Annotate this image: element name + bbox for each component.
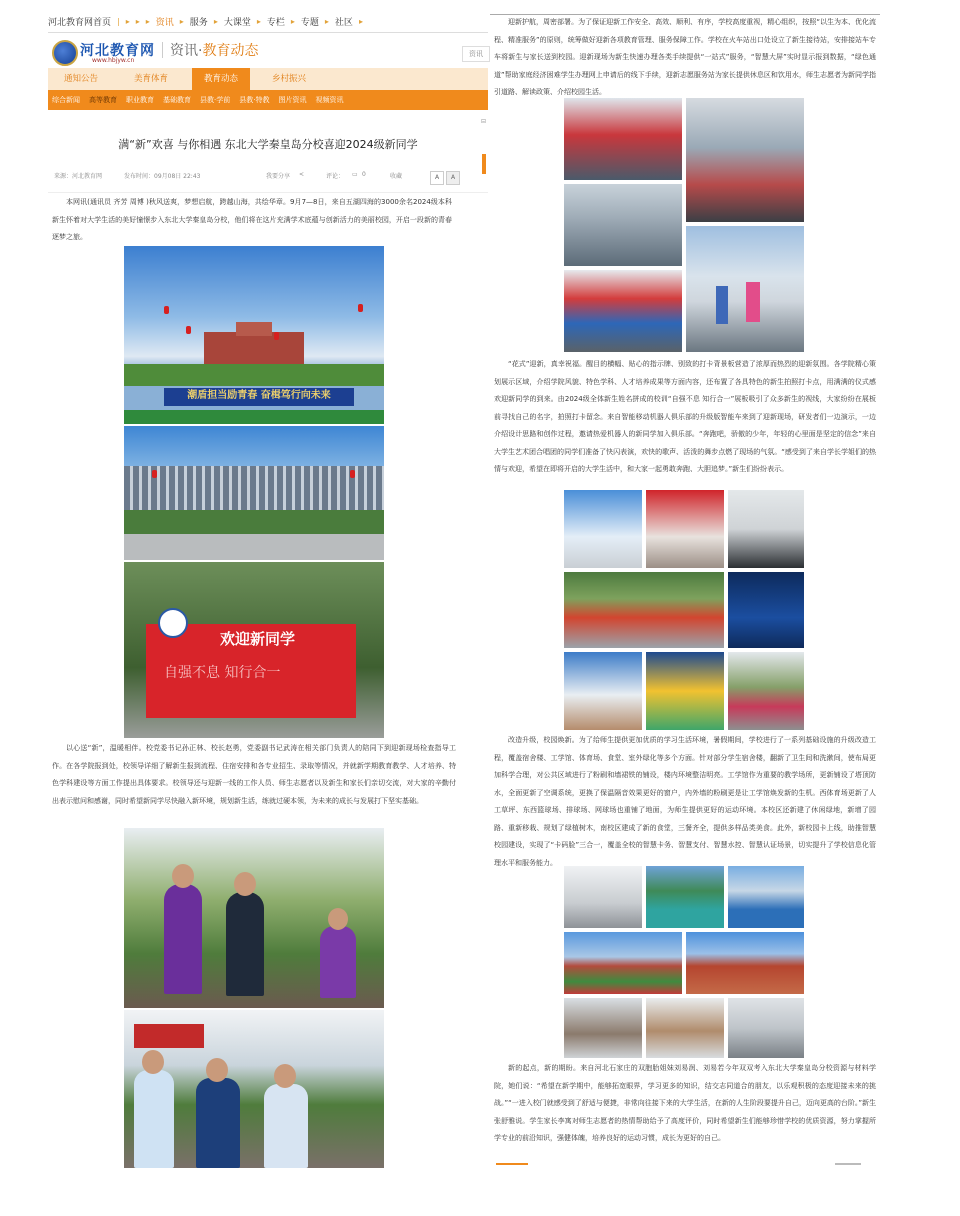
welcome-text: 欢迎新同学: [220, 630, 296, 648]
logo-name: 河北教育网: [80, 43, 155, 59]
nav-column[interactable]: 专栏: [266, 17, 285, 28]
welcome-sign-photo: [124, 562, 384, 738]
nav-news[interactable]: 资讯: [155, 17, 174, 28]
photo-tile: [564, 572, 724, 648]
photo-tile: [564, 652, 642, 730]
font-decrease-button[interactable]: A: [430, 171, 444, 185]
subnav-higher-ed[interactable]: 高等教育: [89, 96, 117, 104]
photo-tile: [564, 998, 642, 1058]
section-title: 资讯·教育动态: [170, 40, 258, 60]
share-button[interactable]: 我要分享: [266, 173, 291, 180]
photo-tile: [728, 490, 804, 568]
home-link[interactable]: 河北教育网首页: [48, 17, 112, 28]
nav-topic[interactable]: 专题: [300, 17, 319, 28]
sub-nav: [48, 90, 488, 110]
emblem-icon: [52, 40, 78, 66]
photo-tile: [564, 270, 682, 352]
photo-tile: [564, 932, 682, 994]
article-paragraph: 新的起点，新的期盼。来自河北石家庄的双胞胎姐妹刘易润、刘易若今年双双考入东北大学秦皇岛分校资源与材料学院，她们说：“希望在新学期中，能够拓宽眼界，学习更多的知识，结交志同道合的朋友，以乐观积极的态度迎接未来的挑战。”“一进入校门就感受到了舒适与便捷，非常向往接下来的大学生活，在新的人生阶段要提升自己，迈向更高的台阶。”新生张舒雅说。学生家长李寓对师生志愿者的热情帮助给予了高度评价，同时希望新生们能够珍惜学校的优质资源，努力掌握所学专业的前沿知识，强健体魄，培养良好的运动习惯，成长为更好的自己。: [494, 1064, 876, 1142]
activity-photo-grid: [564, 490, 804, 730]
photo-tile: [646, 490, 724, 568]
side-tab-marker: [482, 154, 486, 174]
chevron-right-icon: ▸: [145, 16, 150, 26]
photo-tile: [564, 490, 642, 568]
channel-tabs: [48, 68, 488, 90]
subnav-video[interactable]: 视频资讯: [315, 96, 344, 104]
tab-edu-news[interactable]: 教育动态: [192, 68, 250, 90]
site-logo[interactable]: [52, 36, 162, 66]
leaders-visit-photo: [124, 1010, 384, 1168]
photo-tile: [564, 184, 682, 266]
collapse-icon[interactable]: ⊟: [481, 118, 487, 125]
comment-label: 评论：: [326, 173, 345, 180]
nav-classroom[interactable]: 大课堂: [223, 17, 251, 28]
registration-photo-grid: [564, 98, 804, 352]
photo-tile: [728, 652, 804, 730]
banner: 潮盾担当励青春 奋楫笃行向未来: [164, 388, 354, 406]
photo-tile: [728, 998, 804, 1058]
subnav-vocational[interactable]: 职业教育: [126, 96, 154, 104]
publish-time: 发布时间：09月08日 22:43: [124, 173, 201, 180]
campus-building-photo: [124, 246, 384, 424]
search-button[interactable]: 资讯: [462, 46, 490, 62]
nav-community[interactable]: 社区: [334, 17, 353, 28]
chevron-right-icon: ▸: [213, 16, 218, 26]
school-emblem-icon: [158, 608, 188, 638]
comment-count: 0: [362, 171, 366, 178]
photo-tile: [686, 226, 804, 352]
photo-tile: [728, 572, 804, 648]
footer-marker: [835, 1163, 861, 1165]
photo-tile: [646, 652, 724, 730]
logo-url: www.hbjyw.cn: [92, 57, 135, 64]
motto-text: 自强不息 知行合一: [164, 665, 281, 681]
comment-icon[interactable]: ▭: [352, 171, 358, 178]
chevron-right-icon: ▸: [125, 16, 130, 26]
nav-service[interactable]: 服务: [189, 17, 208, 28]
article-paragraph: 本网讯(通讯员 齐芳 周博 )秋风送爽，梦想启航，跨越山海，共绘华章。9月7—8日，来自五湖四海的3000余名2024级本科新生怀着对大学生活的美好憧憬步入东北大学秦皇岛分校，他们将在这片充满学术底蕴与创新活力的美丽校园，开启一段新的青春逐梦之旅。: [52, 198, 452, 241]
photo-tile: [564, 866, 642, 928]
subnav-preschool[interactable]: 县教·学前: [200, 96, 231, 104]
site-top-nav: 河北教育网首页 | ▸ ▸ ▸ 资讯 ▸ 服务 ▸ 大课堂 ▸ 专栏 ▸ 专题 ▸ 社区 ▸: [48, 16, 363, 28]
chevron-right-icon: ▸: [135, 16, 140, 26]
article-title: 满“新”欢喜 与你相遇 东北大学秦皇岛分校喜迎2024级新同学: [118, 138, 418, 151]
campus-renovation-grid: [564, 866, 804, 1058]
subnav-photo[interactable]: 图片资讯: [278, 96, 307, 104]
chevron-right-icon: ▸: [324, 16, 329, 26]
photo-tile: [646, 866, 724, 928]
article-meta: [54, 171, 484, 183]
article-paragraph: 以心送“新”，温暖相伴。校党委书记孙正林、校长赵勇，党委副书记武涛在相关部门负责人的陪同下到迎新现场检查指导工作。在各学院报到处，校领导详细了解新生报到流程、住宿安排和各专业招生、录取等情况，并就新学期教育教学、人才培养、特色学科建设等方面工作提出具体要求。校领导还与迎新一线的工作人员、师生志愿者以及新生和家长们亲切交流，对大家的辛勤付出表示慰问和感谢，同时希望新同学尽快融入新环境，规划新生活，练就过硬本领，为未来的成长与发展打下坚实基础。: [52, 744, 456, 805]
chevron-right-icon: ▸: [358, 16, 363, 26]
photo-tile: [728, 866, 804, 928]
subnav-special[interactable]: 县教·特教: [239, 96, 270, 104]
campus-wide-photo: [124, 426, 384, 560]
article-paragraph: “花式”迎新，真幸祝福。醒目的横幅、贴心的指示牌、别致的打卡背景板营造了浓厚而热烈的迎新氛围。各学院精心策划展示区域，介绍学院风貌、特色学科、人才培养成果等方面内容，还布置了各具特色的新生拍照打卡点，用满满的仪式感欢迎新同学的到来。由2024级全体新生姓名拼成的校训“自强不息 知行合一”展板吸引了众多新生的视线，大家纷纷在展板前寻找自己的名字，拍照打卡留念。来自智能移动机器人俱乐部的升级版智能车来到了迎新现场，研发者们一边演示，一边介绍设计思路和创作过程，邀请热爱机器人的新同学加入俱乐部。“奔跑吧，骄傲的少年，年轻的心里面是坚定的信念”来自大学生艺术团合唱团的同学们准备了快闪表演，欢快的歌声、活泼的舞步点燃了现场的气氛。“感受到了来自学长学姐们的热情与欢迎，希望在即将开启的大学生活中，和大家一起勇敢奔跑、大胆追梦。”新生们纷纷表示。: [494, 360, 876, 473]
tab-notice[interactable]: 通知公告: [63, 74, 98, 84]
article-paragraph: 迎新护航，周密部署。为了保证迎新工作安全、高效、顺利、有序，学校高度重视，精心组织，按照“以生为本、优化流程、精准服务”的原则，统筹做好迎新各项教育管理、服务保障工作。学校在火车站出口处设立了新生接待站，安排接站车专车将新生与家长送到校园。迎新现场为新生快速办理各类手续提供“一站式”服务，“智慧大屏”实时显示报到数据，“绿色通道”帮助家庭经济困难学生办理网上申请后的线下手续，迎新志愿服务站为家长提供休息区和饮用水，师生志愿者为新同学指引道路、解读政策、介绍校园生活。: [494, 18, 876, 96]
photo-tile: [686, 932, 804, 994]
chevron-right-icon: ▸: [179, 16, 184, 26]
footer-marker: [496, 1163, 528, 1165]
article-source: 来源：河北教育网: [54, 173, 103, 180]
photo-tile: [686, 98, 804, 222]
right-column: [490, 0, 880, 1160]
article-paragraph: 改造升级，校园焕新。为了给师生提供更加优质的学习生活环境，暑假期间，学校进行了一系列基础设施的升级改造工程，覆盖宿舍楼、工学馆、体育场、食堂、室外绿化等多个方面。针对部分学生宿舍楼，翻新了卫生间和洗漱间，使布局更加科学合理，对公共区域进行了粉刷和墙裙铁的铺设，楼内环境整洁明亮。工学馆作为重要的教学场所，更新铺设了塔顶防水，全面更新了空调系统，更换了保温隔音效果更好的窗户，内外墙的粉刷更是让工学馆焕发新的生机。西体育场更新了人工草坪、东西篮球场、排球场、网球场也重铺了地面，为师生提供更好的运动环境。本校区还新建了休闲绿地，新增了园路、重新移栽、规划了绿植树木，南校区建成了新的食堂，三餐齐全，提供多样品类美食。此外，新校园卡上线，助推智慧校园建设，实现了“卡码脸”三合一，覆盖全校的智慧卡务、智慧支付、智慧水控、智慧认证场景，切实提升了学校信息化管理水平和服务能力。: [494, 736, 876, 867]
share-icon: <: [299, 171, 305, 178]
subnav-general[interactable]: 综合新闻: [52, 96, 80, 104]
photo-tile: [564, 98, 682, 180]
favorite-button[interactable]: 收藏: [390, 173, 403, 180]
tab-arts-sports[interactable]: 美育体育: [133, 74, 168, 84]
chevron-right-icon: ▸: [256, 16, 261, 26]
photo-tile: [646, 998, 724, 1058]
subnav-basic[interactable]: 基础教育: [163, 96, 191, 104]
font-increase-button[interactable]: A: [446, 171, 460, 185]
leaders-photo: [124, 828, 384, 1008]
tab-rural[interactable]: 乡村振兴: [271, 74, 306, 84]
chevron-right-icon: ▸: [290, 16, 295, 26]
left-column: [48, 10, 488, 1170]
